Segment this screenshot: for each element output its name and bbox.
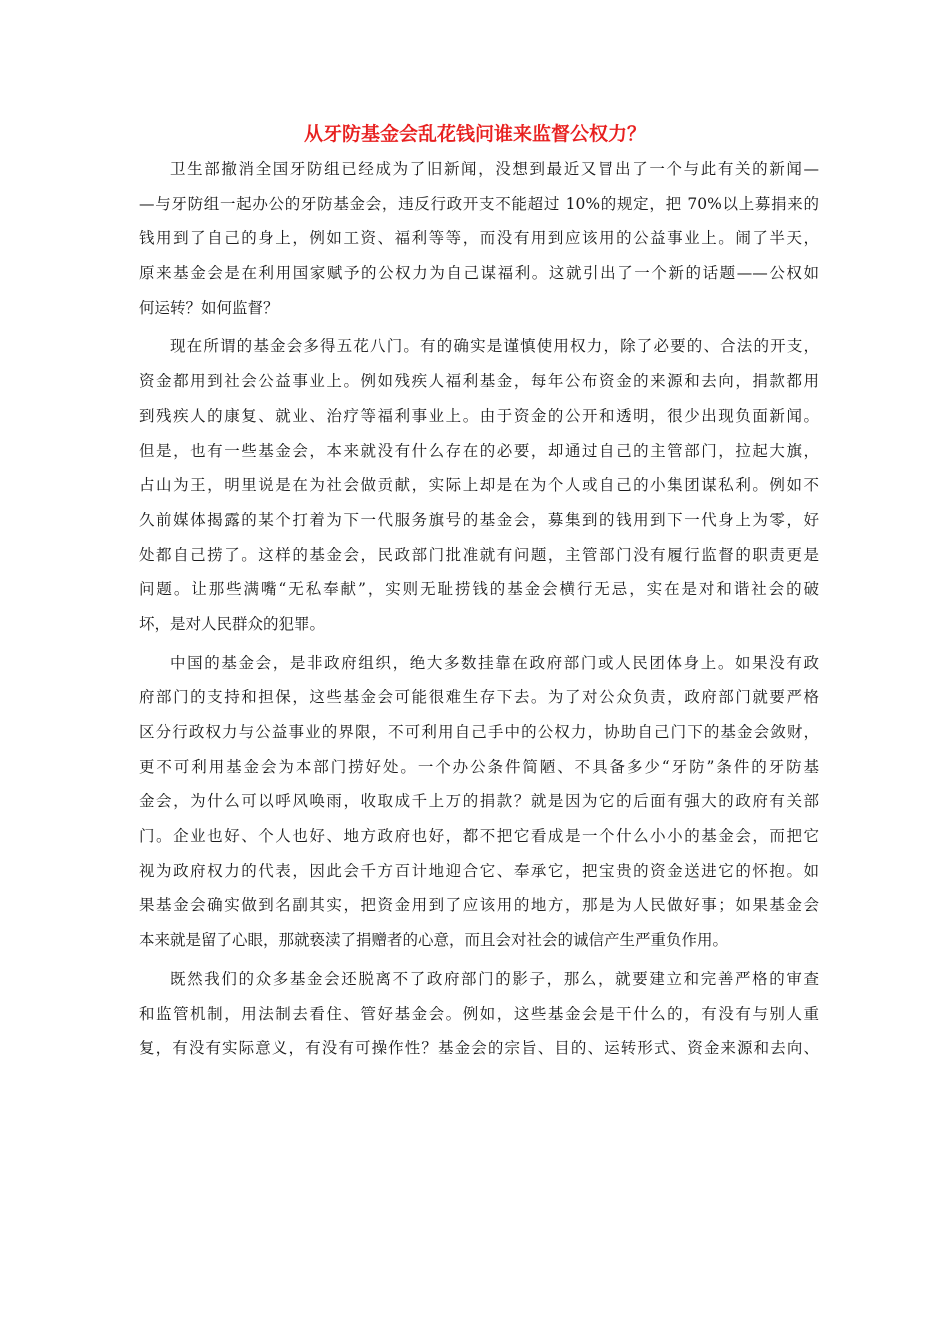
text-line: 但是，也有一些基金会，本来就没有什么存在的必要，却通过自己的主管部门，拉起大旗， bbox=[139, 441, 819, 460]
text-line: 问题。让那些满嘴“无私奉献”，实则无耻捞钱的基金会横行无忌，实在是对和谐社会的破 bbox=[139, 580, 819, 599]
article-title: 从牙防基金会乱花钱问谁来监督公权力？ bbox=[303, 123, 646, 145]
text-line: 何运转？如何监督？ bbox=[139, 298, 279, 317]
text-line: 更不可利用基金会为本部门捞好处。一个办公条件简陋、不具备多少“牙防”条件的牙防基 bbox=[139, 757, 819, 776]
text-line: 金会，为什么可以呼风唤雨，收取成千上万的捐款？就是因为它的后面有强大的政府有关部 bbox=[139, 792, 819, 811]
text-line: 既然我们的众多基金会还脱离不了政府部门的影子，那么，就要建立和完善严格的审查 bbox=[170, 969, 819, 988]
text-line: 钱用到了自己的身上，例如工资、福利等等，而没有用到应该用的公益事业上。闹了半天， bbox=[139, 229, 819, 248]
text-line: 复，有没有实际意义，有没有可操作性？基金会的宗旨、目的、运转形式、资金来源和去向、 bbox=[139, 1039, 819, 1058]
paragraph bbox=[139, 646, 819, 958]
text-line: 现在所谓的基金会多得五花八门。有的确实是谨慎使用权力，除了必要的、合法的开支， bbox=[170, 337, 819, 356]
text-line: 门。企业也好、个人也好、地方政府也好，都不把它看成是一个什么小小的基金会，而把它 bbox=[139, 827, 819, 846]
paragraph bbox=[139, 962, 819, 1066]
text-line: 处都自己捞了。这样的基金会，民政部门批准就有问题，主管部门没有履行监督的职责更是 bbox=[139, 545, 819, 564]
paragraph bbox=[139, 329, 819, 641]
text-line: 占山为王，明里说是在为社会做贡献，实际上却是在为个人或自己的小集团谋私利。例如不 bbox=[139, 476, 819, 495]
text-line: 卫生部撤消全国牙防组已经成为了旧新闻，没想到最近又冒出了一个与此有关的新闻— bbox=[170, 160, 819, 178]
article-body bbox=[139, 152, 819, 1070]
text-line: 资金都用到社会公益事业上。例如残疾人福利基金，每年公布资金的来源和去向，捐款都用 bbox=[139, 372, 819, 391]
paragraph bbox=[139, 152, 819, 325]
text-line: 府部门的支持和担保，这些基金会可能很难生存下去。为了对公众负责，政府部门就要严格 bbox=[139, 688, 819, 707]
text-line: 果基金会确实做到名副其实，把资金用到了应该用的地方，那是为人民做好事；如果基金会 bbox=[139, 896, 819, 915]
text-line: 久前媒体揭露的某个打着为下一代服务旗号的基金会，募集到的钱用到下一代身上为零，好 bbox=[139, 510, 819, 529]
text-line: —与牙防组一起办公的牙防基金会，违反行政开支不能超过 10%的规定，把 70%以上募捐来的 bbox=[139, 194, 819, 213]
text-line: 本来就是留了心眼，那就亵渎了捐赠者的心意，而且会对社会的诚信产生严重负作用。 bbox=[139, 931, 729, 950]
text-line: 区分行政权力与公益事业的界限，不可利用自己手中的公权力，协助自己门下的基金会敛财， bbox=[139, 723, 819, 741]
text-line: 坏，是对人民群众的犯罪。 bbox=[139, 614, 326, 633]
text-line: 原来基金会是在利用国家赋予的公权力为自己谋福利。这就引出了一个新的话题——公权如 bbox=[139, 264, 819, 283]
text-line: 和监管机制，用法制去看住、管好基金会。例如，这些基金会是干什么的，有没有与别人重 bbox=[139, 1004, 819, 1023]
text-line: 中国的基金会，是非政府组织，绝大多数挂靠在政府部门或人民团体身上。如果没有政 bbox=[170, 653, 819, 672]
text-line: 视为政府权力的代表，因此会千方百计地迎合它、奉承它，把宝贵的资金送进它的怀抱。如 bbox=[139, 861, 819, 880]
text-line: 到残疾人的康复、就业、治疗等福利事业上。由于资金的公开和透明，很少出现负面新闻。 bbox=[139, 406, 819, 425]
